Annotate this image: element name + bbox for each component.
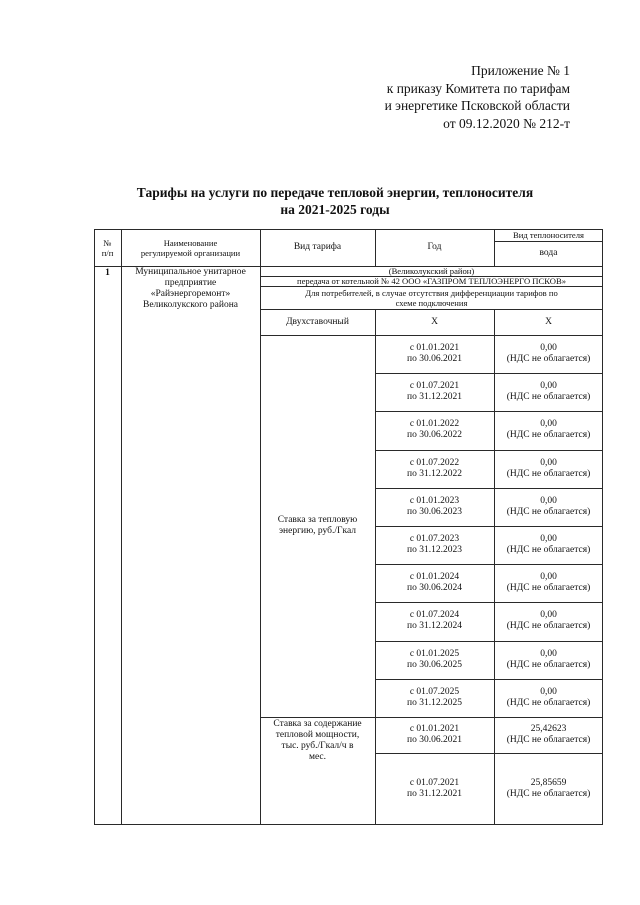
- energy-value: [494, 564, 603, 602]
- appendix-line: от 09.12.2020 № 212-т: [443, 115, 570, 131]
- capacity-value-line: (НДС не облагается): [506, 735, 591, 745]
- energy-period-line: по 30.06.2022: [407, 430, 462, 441]
- organization-name-line: предприятие: [164, 278, 217, 288]
- boiler-label: [260, 276, 603, 286]
- capacity-rate-label-line: Ставка за содержание: [273, 719, 362, 729]
- header-num-line: п/п: [101, 247, 114, 258]
- document-title: [95, 184, 575, 218]
- energy-period-line: с 01.01.2025: [409, 648, 460, 659]
- capacity-rate-label: [260, 719, 375, 799]
- two-part-year: [375, 309, 494, 335]
- header-carrier-group: [494, 229, 603, 241]
- energy-rate-label-line: энергию, руб./Гкал: [278, 526, 357, 536]
- energy-value-line: 0,00: [540, 419, 557, 430]
- energy-period: [375, 526, 494, 564]
- row-number-line: 1: [105, 267, 110, 278]
- header-year: [375, 229, 494, 266]
- energy-period-line: по 30.06.2024: [407, 583, 462, 594]
- energy-period-line: с 01.01.2023: [409, 495, 460, 506]
- energy-value-line: (НДС не облагается): [506, 659, 591, 670]
- energy-value: [494, 450, 603, 488]
- capacity-value-line: 25,42623: [530, 724, 567, 734]
- energy-period-line: с 01.01.2022: [409, 419, 460, 430]
- consumers-label: [260, 286, 603, 309]
- header-tariff-type-line: Вид тарифа: [293, 242, 342, 252]
- capacity-value: [494, 717, 603, 753]
- row-number: [94, 266, 121, 280]
- energy-rate-label: [260, 335, 375, 717]
- energy-value-line: 0,00: [540, 686, 557, 697]
- energy-value: [494, 602, 603, 640]
- energy-period: [375, 602, 494, 640]
- energy-value: [494, 526, 603, 564]
- two-part-value-line: Х: [545, 316, 552, 327]
- capacity-period: [375, 753, 494, 825]
- energy-rate-label-line: Ставка за тепловую: [277, 515, 358, 525]
- appendix-header: [330, 62, 570, 132]
- capacity-period-line: по 31.12.2021: [407, 789, 462, 799]
- header-carrier-group-line: Вид теплоносителя: [513, 230, 584, 240]
- energy-value-line: (НДС не облагается): [506, 583, 591, 594]
- energy-value: [494, 488, 603, 526]
- table-rule: [121, 229, 122, 825]
- energy-period-line: по 31.12.2025: [407, 697, 462, 708]
- energy-value-line: 0,00: [540, 457, 557, 468]
- consumers-label-line: схеме подключения: [395, 297, 468, 308]
- energy-value-line: (НДС не облагается): [506, 468, 591, 479]
- energy-value: [494, 335, 603, 373]
- energy-period: [375, 564, 494, 602]
- capacity-rate-label-line: мес.: [308, 752, 327, 762]
- energy-value-line: (НДС не облагается): [506, 354, 591, 365]
- energy-value: [494, 641, 603, 679]
- energy-value-line: 0,00: [540, 381, 557, 392]
- consumers-label-line: Для потребителей, в случае отсутствия дифференциации тарифов по: [305, 287, 558, 298]
- title-line: на 2021-2025 годы: [280, 202, 390, 217]
- two-part-year-line: Х: [431, 316, 438, 327]
- energy-period-line: по 31.12.2022: [407, 468, 462, 479]
- energy-period: [375, 335, 494, 373]
- capacity-value: [494, 753, 603, 825]
- capacity-period-line: по 30.06.2021: [407, 735, 462, 745]
- capacity-period-line: с 01.01.2021: [409, 724, 460, 734]
- energy-value-line: (НДС не облагается): [506, 392, 591, 403]
- header-org-line: регулируемой организации: [140, 247, 241, 258]
- appendix-line: к приказу Комитета по тарифам: [386, 80, 570, 96]
- header-carrier-line: вода: [539, 248, 558, 258]
- organization-name: [121, 267, 260, 317]
- organization-name-line: Великолукского района: [143, 300, 238, 310]
- energy-period-line: по 31.12.2024: [407, 621, 462, 632]
- header-org-line: Наименование: [163, 237, 218, 248]
- appendix-line: и энергетике Псковской области: [384, 98, 570, 113]
- energy-period: [375, 488, 494, 526]
- energy-period-line: с 01.07.2023: [409, 534, 460, 545]
- capacity-value-line: (НДС не облагается): [506, 789, 591, 799]
- energy-period-line: по 31.12.2023: [407, 545, 462, 556]
- energy-value-line: 0,00: [540, 610, 557, 621]
- energy-value-line: 0,00: [540, 534, 557, 545]
- energy-value-line: (НДС не облагается): [506, 545, 591, 556]
- energy-period-line: по 30.06.2025: [407, 659, 462, 670]
- organization-name-line: Муниципальное унитарное: [135, 267, 246, 277]
- table-border-left: [94, 229, 95, 825]
- capacity-rate-label-line: тепловой мощности,: [275, 730, 360, 740]
- organization-name-line: «Райэнергоремонт»: [150, 289, 231, 299]
- capacity-value-line: 25,85659: [530, 778, 567, 788]
- energy-period-line: с 01.01.2024: [409, 572, 460, 583]
- header-year-line: Год: [427, 242, 442, 252]
- energy-value-line: 0,00: [540, 648, 557, 659]
- energy-period-line: с 01.07.2025: [409, 686, 460, 697]
- energy-period-line: с 01.01.2021: [409, 343, 460, 354]
- energy-period: [375, 641, 494, 679]
- capacity-period-line: с 01.07.2021: [409, 778, 460, 788]
- energy-period: [375, 679, 494, 717]
- energy-period: [375, 411, 494, 449]
- district-label-line: (Великолукский район): [388, 266, 475, 276]
- capacity-rate-label-line: тыс. руб./Гкал/ч в: [281, 741, 354, 751]
- header-num-line: №: [103, 237, 112, 248]
- energy-value: [494, 411, 603, 449]
- energy-value-line: (НДС не облагается): [506, 430, 591, 441]
- energy-period-line: с 01.07.2021: [409, 381, 460, 392]
- energy-value-line: (НДС не облагается): [506, 621, 591, 632]
- header-tariff-type: [260, 229, 375, 266]
- energy-period: [375, 450, 494, 488]
- tariff-table: [94, 229, 603, 825]
- capacity-period: [375, 717, 494, 753]
- energy-value-line: (НДС не облагается): [506, 697, 591, 708]
- energy-period-line: с 01.07.2024: [409, 610, 460, 621]
- energy-period-line: по 31.12.2021: [407, 392, 462, 403]
- header-carrier: [494, 241, 603, 266]
- header-org: [121, 229, 260, 266]
- energy-value: [494, 679, 603, 717]
- appendix-line: Приложение № 1: [471, 63, 570, 78]
- energy-value-line: 0,00: [540, 495, 557, 506]
- energy-value-line: 0,00: [540, 572, 557, 583]
- district-label: [260, 266, 603, 276]
- energy-period-line: с 01.07.2022: [409, 457, 460, 468]
- energy-value: [494, 373, 603, 411]
- energy-period-line: по 30.06.2023: [407, 506, 462, 517]
- boiler-label-line: передача от котельной № 42 ООО «ГАЗПРОМ ТЕПЛОЭНЕРГО ПСКОВ»: [297, 276, 566, 286]
- title-line: Тарифы на услуги по передаче тепловой энергии, теплоносителя: [136, 185, 534, 200]
- header-num: [94, 229, 121, 266]
- two-part-value: [494, 309, 603, 335]
- table-rule: [260, 717, 375, 718]
- energy-value-line: (НДС не облагается): [506, 506, 591, 517]
- energy-period-line: по 30.06.2021: [407, 354, 462, 365]
- energy-value-line: 0,00: [540, 343, 557, 354]
- two-part-label-line: Двухставочный: [286, 316, 349, 327]
- two-part-label: [260, 309, 375, 335]
- energy-period: [375, 373, 494, 411]
